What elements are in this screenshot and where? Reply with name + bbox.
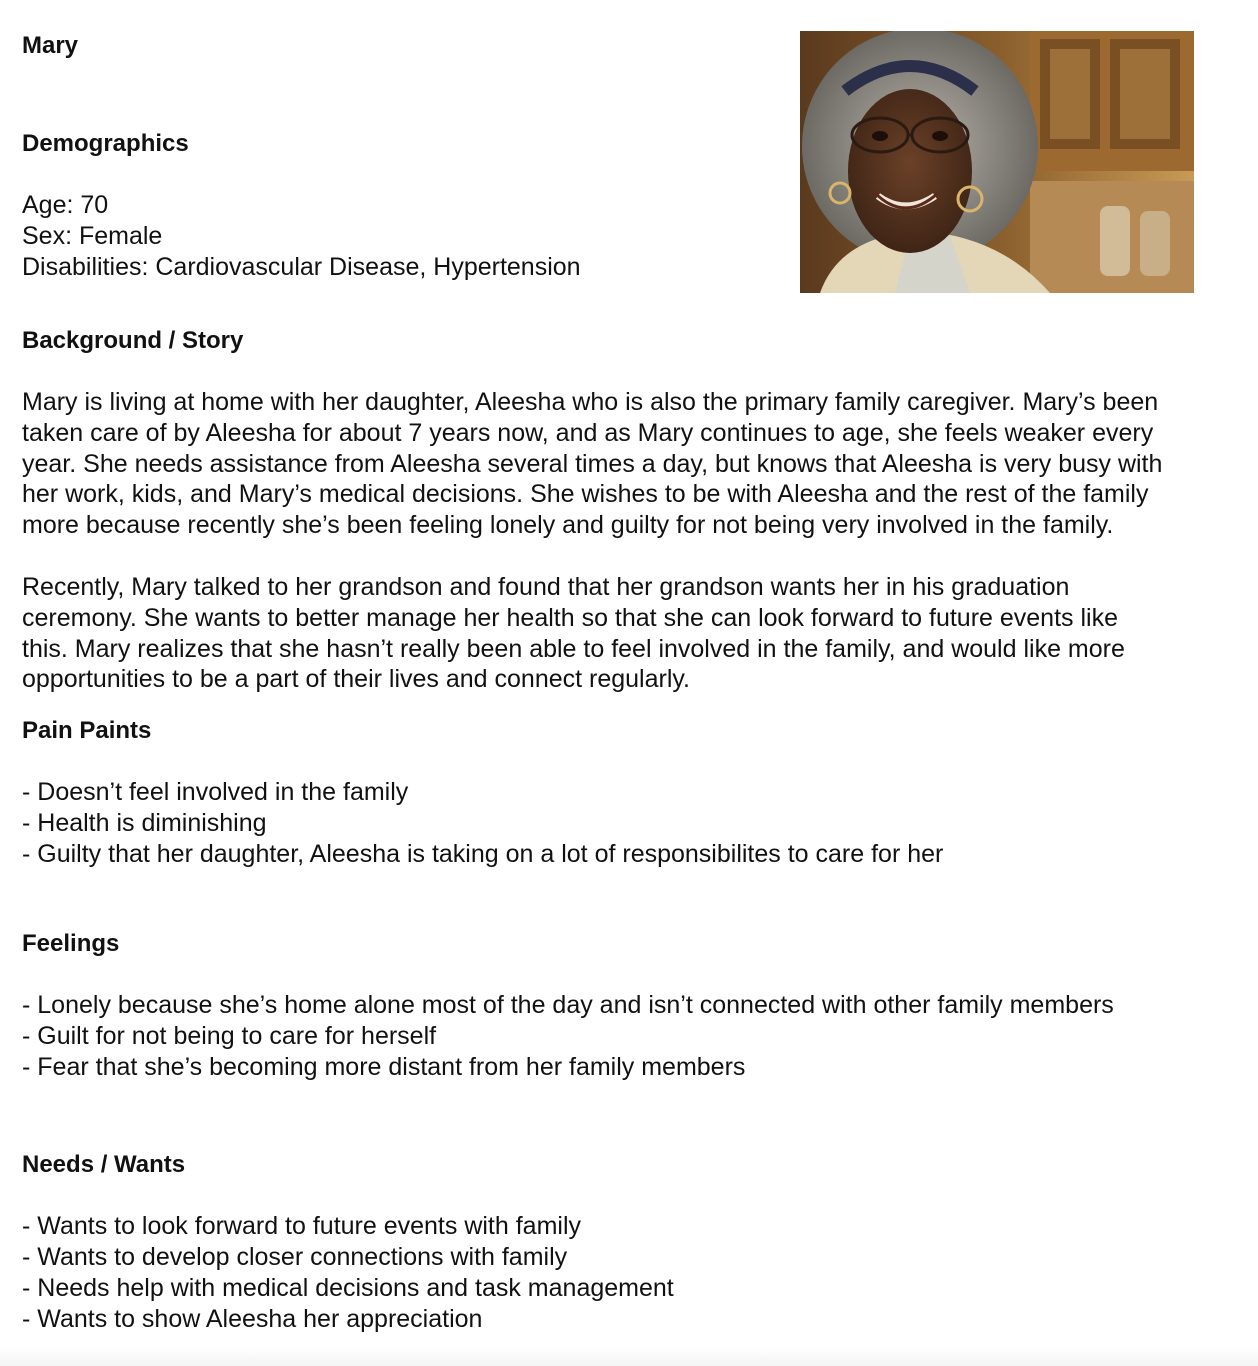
list-item: - Guilty that her daughter, Aleesha is taking on a lot of responsibilites to care for her (22, 840, 944, 868)
persona-name: Mary (22, 32, 79, 59)
paragraph-line: year. She needs assistance from Aleesha several times a day, but knows that Aleesha is very busy with (22, 449, 1163, 478)
demographics-age: Age: 70 (22, 191, 109, 219)
list-item: - Needs help with medical decisions and task management (22, 1274, 674, 1302)
pain-points-list (22, 777, 943, 870)
list-item: - Lonely because she’s home alone most of the day and isn’t connected with other family members (22, 991, 1114, 1019)
list-item: - Wants to develop closer connections with family (22, 1243, 568, 1271)
page-bottom-edge (0, 1346, 1258, 1366)
list-item: - Wants to show Aleesha her appreciation (22, 1305, 483, 1333)
paragraph-line: Mary is living at home with her daughter, Aleesha who is also the primary family caregiver. Mary’s been (22, 388, 1159, 416)
needs-wants-heading: Needs / Wants (22, 1151, 186, 1178)
list-item: - Guilt for not being to care for herself (22, 1022, 437, 1050)
demographics-heading: Demographics (22, 130, 189, 157)
demographics-disabilities: Disabilities: Cardiovascular Disease, Hypertension (22, 253, 581, 281)
background-paragraph-1 (22, 387, 1218, 541)
feelings-heading: Feelings (22, 930, 120, 957)
pain-points-heading: Pain Paints (22, 717, 152, 744)
background-paragraph-2 (22, 572, 1218, 695)
list-item: - Wants to look forward to future events with family (22, 1212, 582, 1240)
paragraph-line: this. Mary realizes that she hasn’t really been able to feel involved in the family, and would like more (22, 634, 1125, 663)
paragraph-line: ceremony. She wants to better manage her health so that she can look forward to future events like (22, 603, 1118, 632)
paragraph-line: her work, kids, and Mary’s medical decisions. She wishes to be with Aleesha and the rest of the family (22, 480, 1149, 509)
paragraph-line: more because recently she’s been feeling lonely and guilty for not being very involved in the family. (22, 511, 1114, 540)
paragraph-line: taken care of by Aleesha for about 7 years now, and as Mary continues to age, she feels weaker every (22, 418, 1154, 447)
needs-wants-list (22, 1211, 674, 1335)
persona-photo (800, 31, 1194, 293)
background-heading: Background / Story (22, 327, 244, 354)
demographics-sex: Sex: Female (22, 222, 163, 250)
paragraph-line: Recently, Mary talked to her grandson and found that her grandson wants her in his graduation (22, 573, 1070, 601)
feelings-list (22, 990, 1114, 1083)
list-item: - Health is diminishing (22, 809, 267, 837)
paragraph-line: opportunities to be a part of their lives and connect regularly. (22, 665, 690, 694)
list-item: - Doesn’t feel involved in the family (22, 778, 409, 806)
list-item: - Fear that she’s becoming more distant from her family members (22, 1053, 746, 1081)
